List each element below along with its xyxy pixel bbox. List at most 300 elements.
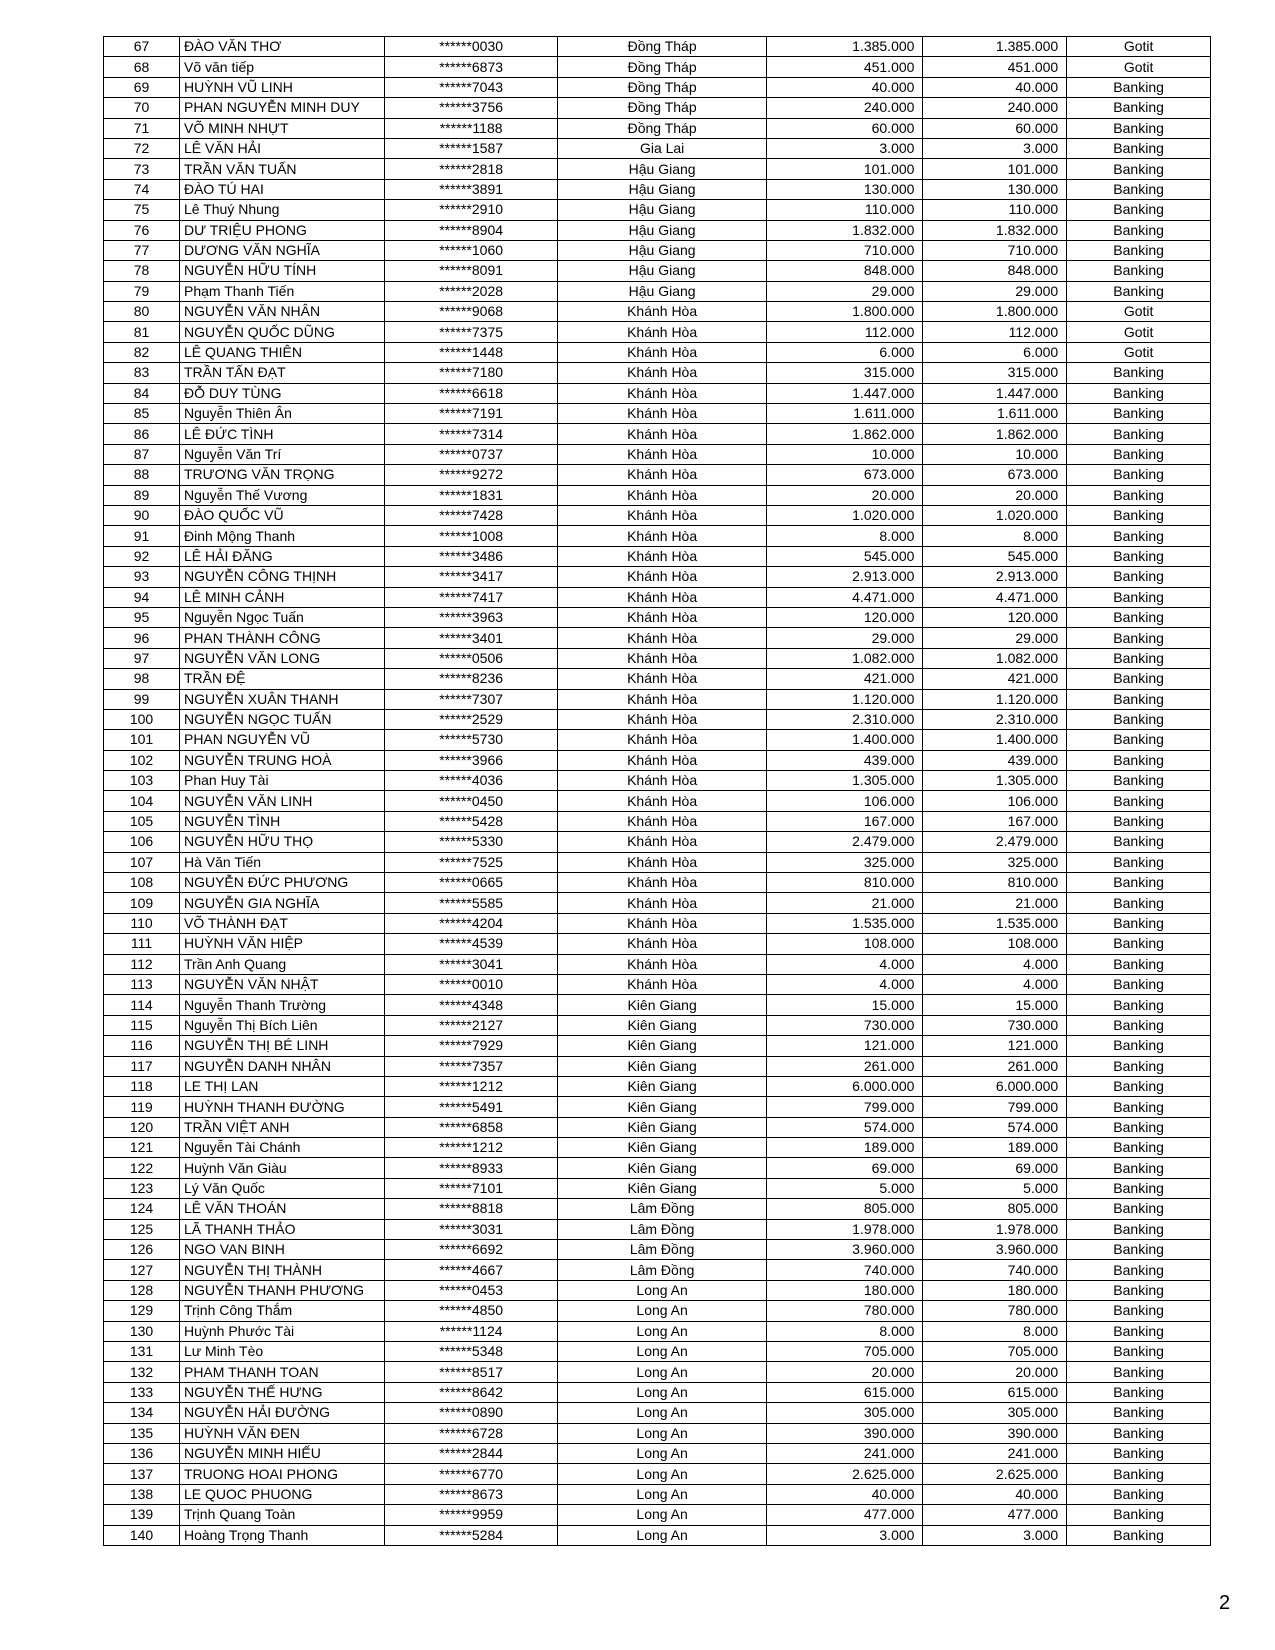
masked-account-cell: ******3041 xyxy=(385,954,558,974)
amount-cell: 451.000 xyxy=(767,57,923,77)
paid-amount-cell: 545.000 xyxy=(923,546,1067,566)
full-name-cell: NGUYỄN THỊ BÉ LINH xyxy=(179,1036,384,1056)
row-index-cell: 88 xyxy=(104,465,180,485)
payment-method-cell: Banking xyxy=(1067,363,1211,383)
paid-amount-cell: 421.000 xyxy=(923,669,1067,689)
paid-amount-cell: 110.000 xyxy=(923,200,1067,220)
province-cell: Khánh Hòa xyxy=(557,404,766,424)
row-index-cell: 81 xyxy=(104,322,180,342)
province-cell: Long An xyxy=(557,1362,766,1382)
amount-cell: 730.000 xyxy=(767,1015,923,1035)
table-row xyxy=(104,1240,1211,1260)
table-row xyxy=(104,648,1211,668)
row-index-cell: 96 xyxy=(104,628,180,648)
paid-amount-cell: 740.000 xyxy=(923,1260,1067,1280)
table-row xyxy=(104,404,1211,424)
paid-amount-cell: 3.000 xyxy=(923,138,1067,158)
province-cell: Đồng Tháp xyxy=(557,98,766,118)
row-index-cell: 114 xyxy=(104,995,180,1015)
masked-account-cell: ******2844 xyxy=(385,1443,558,1463)
paid-amount-cell: 1.305.000 xyxy=(923,771,1067,791)
masked-account-cell: ******5428 xyxy=(385,811,558,831)
amount-cell: 4.000 xyxy=(767,974,923,994)
row-index-cell: 97 xyxy=(104,648,180,668)
amount-cell: 20.000 xyxy=(767,485,923,505)
full-name-cell: DƯƠNG VĂN NGHĨA xyxy=(179,240,384,260)
full-name-cell: LÊ MINH CẢNH xyxy=(179,587,384,607)
province-cell: Khánh Hòa xyxy=(557,444,766,464)
paid-amount-cell: 1.120.000 xyxy=(923,689,1067,709)
row-index-cell: 74 xyxy=(104,179,180,199)
payment-method-cell: Banking xyxy=(1067,1362,1211,1382)
paid-amount-cell: 810.000 xyxy=(923,873,1067,893)
amount-cell: 261.000 xyxy=(767,1056,923,1076)
payment-method-cell: Banking xyxy=(1067,954,1211,974)
masked-account-cell: ******1188 xyxy=(385,118,558,138)
masked-account-cell: ******7191 xyxy=(385,404,558,424)
paid-amount-cell: 108.000 xyxy=(923,934,1067,954)
payment-method-cell: Banking xyxy=(1067,1056,1211,1076)
full-name-cell: ĐỖ DUY TÙNG xyxy=(179,383,384,403)
full-name-cell: PHAM THANH TOAN xyxy=(179,1362,384,1382)
amount-cell: 3.000 xyxy=(767,1525,923,1545)
amount-cell: 1.800.000 xyxy=(767,302,923,322)
paid-amount-cell: 6.000.000 xyxy=(923,1076,1067,1096)
province-cell: Khánh Hòa xyxy=(557,791,766,811)
payment-method-cell: Banking xyxy=(1067,179,1211,199)
full-name-cell: Nguyễn Thế Vương xyxy=(179,485,384,505)
full-name-cell: TRẦN VĂN TUẤN xyxy=(179,159,384,179)
payment-method-cell: Banking xyxy=(1067,1260,1211,1280)
payment-method-cell: Banking xyxy=(1067,261,1211,281)
table-row xyxy=(104,567,1211,587)
full-name-cell: NGUYỄN TÌNH xyxy=(179,811,384,831)
table-row xyxy=(104,546,1211,566)
full-name-cell: NGUYỄN VĂN LONG xyxy=(179,648,384,668)
full-name-cell: ĐÀO TÚ HAI xyxy=(179,179,384,199)
table-row xyxy=(104,934,1211,954)
masked-account-cell: ******2910 xyxy=(385,200,558,220)
amount-cell: 1.120.000 xyxy=(767,689,923,709)
paid-amount-cell: 3.000 xyxy=(923,1525,1067,1545)
payment-method-cell: Gotit xyxy=(1067,57,1211,77)
amount-cell: 315.000 xyxy=(767,363,923,383)
row-index-cell: 119 xyxy=(104,1097,180,1117)
province-cell: Khánh Hòa xyxy=(557,689,766,709)
table-row xyxy=(104,77,1211,97)
masked-account-cell: ******7428 xyxy=(385,505,558,525)
paid-amount-cell: 439.000 xyxy=(923,750,1067,770)
paid-amount-cell: 710.000 xyxy=(923,240,1067,260)
table-row xyxy=(104,322,1211,342)
masked-account-cell: ******0506 xyxy=(385,648,558,668)
paid-amount-cell: 615.000 xyxy=(923,1382,1067,1402)
full-name-cell: VÕ THÀNH ĐẠT xyxy=(179,913,384,933)
full-name-cell: LÃ THANH THẢO xyxy=(179,1219,384,1239)
payment-method-cell: Banking xyxy=(1067,1423,1211,1443)
province-cell: Khánh Hòa xyxy=(557,485,766,505)
table-row xyxy=(104,98,1211,118)
full-name-cell: NGUYỄN CÔNG THỊNH xyxy=(179,567,384,587)
province-cell: Long An xyxy=(557,1484,766,1504)
masked-account-cell: ******3401 xyxy=(385,628,558,648)
page-number: 2 xyxy=(1219,1592,1231,1614)
table-row xyxy=(104,1464,1211,1484)
province-cell: Lâm Đồng xyxy=(557,1219,766,1239)
payment-method-cell: Banking xyxy=(1067,1280,1211,1300)
payment-method-cell: Banking xyxy=(1067,873,1211,893)
row-index-cell: 85 xyxy=(104,404,180,424)
table-row xyxy=(104,342,1211,362)
payment-method-cell: Banking xyxy=(1067,607,1211,627)
payment-method-cell: Gotit xyxy=(1067,322,1211,342)
full-name-cell: NGUYỄN VĂN LINH xyxy=(179,791,384,811)
masked-account-cell: ******4036 xyxy=(385,771,558,791)
payment-method-cell: Banking xyxy=(1067,791,1211,811)
paid-amount-cell: 6.000 xyxy=(923,342,1067,362)
province-cell: Khánh Hòa xyxy=(557,383,766,403)
row-index-cell: 90 xyxy=(104,505,180,525)
row-index-cell: 68 xyxy=(104,57,180,77)
table-row xyxy=(104,505,1211,525)
province-cell: Hậu Giang xyxy=(557,240,766,260)
masked-account-cell: ******8818 xyxy=(385,1199,558,1219)
row-index-cell: 77 xyxy=(104,240,180,260)
province-cell: Khánh Hòa xyxy=(557,465,766,485)
province-cell: Long An xyxy=(557,1505,766,1525)
masked-account-cell: ******1212 xyxy=(385,1138,558,1158)
province-cell: Khánh Hòa xyxy=(557,771,766,791)
row-index-cell: 110 xyxy=(104,913,180,933)
amount-cell: 5.000 xyxy=(767,1178,923,1198)
full-name-cell: NGO VAN BINH xyxy=(179,1240,384,1260)
amount-cell: 110.000 xyxy=(767,200,923,220)
payment-method-cell: Banking xyxy=(1067,281,1211,301)
full-name-cell: Lý Văn Quốc xyxy=(179,1178,384,1198)
full-name-cell: Nguyễn Thanh Trường xyxy=(179,995,384,1015)
province-cell: Long An xyxy=(557,1403,766,1423)
data-table xyxy=(103,36,1211,1546)
amount-cell: 21.000 xyxy=(767,893,923,913)
table-row xyxy=(104,913,1211,933)
payment-method-cell: Banking xyxy=(1067,709,1211,729)
amount-cell: 29.000 xyxy=(767,281,923,301)
table-row xyxy=(104,1076,1211,1096)
masked-account-cell: ******8236 xyxy=(385,669,558,689)
full-name-cell: VÕ MINH NHỰT xyxy=(179,118,384,138)
province-cell: Long An xyxy=(557,1382,766,1402)
paid-amount-cell: 8.000 xyxy=(923,1321,1067,1341)
province-cell: Kiên Giang xyxy=(557,1056,766,1076)
payment-method-cell: Banking xyxy=(1067,1240,1211,1260)
full-name-cell: Phan Huy Tài xyxy=(179,771,384,791)
full-name-cell: Hoàng Trọng Thanh xyxy=(179,1525,384,1545)
full-name-cell: Trịnh Công Thắm xyxy=(179,1301,384,1321)
province-cell: Khánh Hòa xyxy=(557,587,766,607)
amount-cell: 189.000 xyxy=(767,1138,923,1158)
row-index-cell: 89 xyxy=(104,485,180,505)
masked-account-cell: ******1212 xyxy=(385,1076,558,1096)
paid-amount-cell: 1.832.000 xyxy=(923,220,1067,240)
paid-amount-cell: 29.000 xyxy=(923,628,1067,648)
amount-cell: 705.000 xyxy=(767,1342,923,1362)
row-index-cell: 102 xyxy=(104,750,180,770)
full-name-cell: PHAN THÀNH CÔNG xyxy=(179,628,384,648)
table-row xyxy=(104,485,1211,505)
province-cell: Khánh Hòa xyxy=(557,730,766,750)
payment-method-cell: Banking xyxy=(1067,1443,1211,1463)
row-index-cell: 75 xyxy=(104,200,180,220)
payment-method-cell: Banking xyxy=(1067,995,1211,1015)
payment-method-cell: Banking xyxy=(1067,77,1211,97)
amount-cell: 4.000 xyxy=(767,954,923,974)
masked-account-cell: ******7307 xyxy=(385,689,558,709)
payment-method-cell: Banking xyxy=(1067,934,1211,954)
table-row xyxy=(104,1321,1211,1341)
table-row xyxy=(104,424,1211,444)
row-index-cell: 135 xyxy=(104,1423,180,1443)
amount-cell: 106.000 xyxy=(767,791,923,811)
paid-amount-cell: 120.000 xyxy=(923,607,1067,627)
table-row xyxy=(104,1056,1211,1076)
paid-amount-cell: 325.000 xyxy=(923,852,1067,872)
paid-amount-cell: 4.471.000 xyxy=(923,587,1067,607)
masked-account-cell: ******2127 xyxy=(385,1015,558,1035)
row-index-cell: 79 xyxy=(104,281,180,301)
paid-amount-cell: 1.020.000 xyxy=(923,505,1067,525)
amount-cell: 15.000 xyxy=(767,995,923,1015)
masked-account-cell: ******6728 xyxy=(385,1423,558,1443)
paid-amount-cell: 1.400.000 xyxy=(923,730,1067,750)
paid-amount-cell: 106.000 xyxy=(923,791,1067,811)
masked-account-cell: ******6858 xyxy=(385,1117,558,1137)
province-cell: Kiên Giang xyxy=(557,1117,766,1137)
payment-method-cell: Gotit xyxy=(1067,302,1211,322)
full-name-cell: NGUYỄN TRUNG HOÀ xyxy=(179,750,384,770)
masked-account-cell: ******3963 xyxy=(385,607,558,627)
paid-amount-cell: 305.000 xyxy=(923,1403,1067,1423)
full-name-cell: NGUYỄN THỊ THÀNH xyxy=(179,1260,384,1280)
masked-account-cell: ******3417 xyxy=(385,567,558,587)
row-index-cell: 139 xyxy=(104,1505,180,1525)
table-row xyxy=(104,1036,1211,1056)
row-index-cell: 83 xyxy=(104,363,180,383)
full-name-cell: LE QUOC PHUONG xyxy=(179,1484,384,1504)
table-row xyxy=(104,893,1211,913)
masked-account-cell: ******4539 xyxy=(385,934,558,954)
masked-account-cell: ******1831 xyxy=(385,485,558,505)
payment-method-cell: Banking xyxy=(1067,811,1211,831)
row-index-cell: 86 xyxy=(104,424,180,444)
full-name-cell: PHAN NGUYỄN MINH DUY xyxy=(179,98,384,118)
masked-account-cell: ******6692 xyxy=(385,1240,558,1260)
table-row xyxy=(104,118,1211,138)
province-cell: Long An xyxy=(557,1423,766,1443)
payment-method-cell: Banking xyxy=(1067,1301,1211,1321)
masked-account-cell: ******0665 xyxy=(385,873,558,893)
province-cell: Long An xyxy=(557,1301,766,1321)
province-cell: Khánh Hòa xyxy=(557,893,766,913)
row-index-cell: 107 xyxy=(104,852,180,872)
paid-amount-cell: 1.082.000 xyxy=(923,648,1067,668)
table-row xyxy=(104,465,1211,485)
paid-amount-cell: 180.000 xyxy=(923,1280,1067,1300)
amount-cell: 615.000 xyxy=(767,1382,923,1402)
province-cell: Kiên Giang xyxy=(557,1097,766,1117)
full-name-cell: Lê Thuý Nhung xyxy=(179,200,384,220)
payment-method-cell: Banking xyxy=(1067,567,1211,587)
masked-account-cell: ******2529 xyxy=(385,709,558,729)
paid-amount-cell: 1.862.000 xyxy=(923,424,1067,444)
province-cell: Hậu Giang xyxy=(557,281,766,301)
masked-account-cell: ******5585 xyxy=(385,893,558,913)
payment-method-cell: Banking xyxy=(1067,1178,1211,1198)
amount-cell: 1.862.000 xyxy=(767,424,923,444)
masked-account-cell: ******8091 xyxy=(385,261,558,281)
payment-method-cell: Banking xyxy=(1067,1464,1211,1484)
amount-cell: 69.000 xyxy=(767,1158,923,1178)
row-index-cell: 137 xyxy=(104,1464,180,1484)
amount-cell: 40.000 xyxy=(767,77,923,97)
amount-cell: 6.000 xyxy=(767,342,923,362)
amount-cell: 805.000 xyxy=(767,1199,923,1219)
masked-account-cell: ******0450 xyxy=(385,791,558,811)
amount-cell: 20.000 xyxy=(767,1362,923,1382)
row-index-cell: 78 xyxy=(104,261,180,281)
paid-amount-cell: 29.000 xyxy=(923,281,1067,301)
masked-account-cell: ******4204 xyxy=(385,913,558,933)
province-cell: Kiên Giang xyxy=(557,1138,766,1158)
table-row xyxy=(104,628,1211,648)
table-row xyxy=(104,444,1211,464)
paid-amount-cell: 240.000 xyxy=(923,98,1067,118)
province-cell: Long An xyxy=(557,1342,766,1362)
table-row xyxy=(104,220,1211,240)
amount-cell: 848.000 xyxy=(767,261,923,281)
masked-account-cell: ******4667 xyxy=(385,1260,558,1280)
table-row xyxy=(104,1525,1211,1545)
row-index-cell: 101 xyxy=(104,730,180,750)
province-cell: Khánh Hòa xyxy=(557,832,766,852)
table-row xyxy=(104,1138,1211,1158)
row-index-cell: 69 xyxy=(104,77,180,97)
paid-amount-cell: 5.000 xyxy=(923,1178,1067,1198)
row-index-cell: 128 xyxy=(104,1280,180,1300)
full-name-cell: NGUYỄN ĐỨC PHƯƠNG xyxy=(179,873,384,893)
paid-amount-cell: 20.000 xyxy=(923,1362,1067,1382)
table-row xyxy=(104,261,1211,281)
amount-cell: 799.000 xyxy=(767,1097,923,1117)
province-cell: Gia Lai xyxy=(557,138,766,158)
province-cell: Lâm Đồng xyxy=(557,1199,766,1219)
paid-amount-cell: 8.000 xyxy=(923,526,1067,546)
row-index-cell: 109 xyxy=(104,893,180,913)
masked-account-cell: ******4348 xyxy=(385,995,558,1015)
masked-account-cell: ******7929 xyxy=(385,1036,558,1056)
table-row xyxy=(104,1362,1211,1382)
payment-method-cell: Banking xyxy=(1067,220,1211,240)
row-index-cell: 103 xyxy=(104,771,180,791)
amount-cell: 421.000 xyxy=(767,669,923,689)
row-index-cell: 73 xyxy=(104,159,180,179)
full-name-cell: NGUYỄN QUỐC DŨNG xyxy=(179,322,384,342)
amount-cell: 810.000 xyxy=(767,873,923,893)
full-name-cell: Nguyễn Thiên Ân xyxy=(179,404,384,424)
masked-account-cell: ******7043 xyxy=(385,77,558,97)
amount-cell: 1.832.000 xyxy=(767,220,923,240)
paid-amount-cell: 673.000 xyxy=(923,465,1067,485)
full-name-cell: NGUYỄN HỮU TÍNH xyxy=(179,261,384,281)
paid-amount-cell: 730.000 xyxy=(923,1015,1067,1035)
province-cell: Hậu Giang xyxy=(557,179,766,199)
paid-amount-cell: 2.625.000 xyxy=(923,1464,1067,1484)
row-index-cell: 134 xyxy=(104,1403,180,1423)
full-name-cell: Đinh Mộng Thanh xyxy=(179,526,384,546)
masked-account-cell: ******0030 xyxy=(385,37,558,57)
row-index-cell: 80 xyxy=(104,302,180,322)
full-name-cell: LÊ QUANG THIÊN xyxy=(179,342,384,362)
payment-method-cell: Banking xyxy=(1067,485,1211,505)
amount-cell: 439.000 xyxy=(767,750,923,770)
row-index-cell: 100 xyxy=(104,709,180,729)
province-cell: Khánh Hòa xyxy=(557,913,766,933)
amount-cell: 780.000 xyxy=(767,1301,923,1321)
paid-amount-cell: 2.479.000 xyxy=(923,832,1067,852)
row-index-cell: 140 xyxy=(104,1525,180,1545)
amount-cell: 390.000 xyxy=(767,1423,923,1443)
paid-amount-cell: 1.800.000 xyxy=(923,302,1067,322)
payment-method-cell: Banking xyxy=(1067,465,1211,485)
payment-method-cell: Banking xyxy=(1067,730,1211,750)
province-cell: Long An xyxy=(557,1443,766,1463)
payment-method-cell: Banking xyxy=(1067,913,1211,933)
row-index-cell: 129 xyxy=(104,1301,180,1321)
row-index-cell: 115 xyxy=(104,1015,180,1035)
full-name-cell: Nguyễn Ngọc Tuấn xyxy=(179,607,384,627)
table-row xyxy=(104,1117,1211,1137)
province-cell: Khánh Hòa xyxy=(557,750,766,770)
full-name-cell: TRƯƠNG VĂN TRỌNG xyxy=(179,465,384,485)
table-body xyxy=(104,37,1211,1546)
table-row xyxy=(104,974,1211,994)
table-row xyxy=(104,1382,1211,1402)
masked-account-cell: ******3756 xyxy=(385,98,558,118)
province-cell: Khánh Hòa xyxy=(557,546,766,566)
province-cell: Khánh Hòa xyxy=(557,852,766,872)
province-cell: Kiên Giang xyxy=(557,1158,766,1178)
masked-account-cell: ******3966 xyxy=(385,750,558,770)
payment-method-cell: Banking xyxy=(1067,689,1211,709)
paid-amount-cell: 40.000 xyxy=(923,1484,1067,1504)
payment-method-cell: Banking xyxy=(1067,1505,1211,1525)
full-name-cell: Hà Văn Tiến xyxy=(179,852,384,872)
table-row xyxy=(104,159,1211,179)
paid-amount-cell: 451.000 xyxy=(923,57,1067,77)
payment-method-cell: Banking xyxy=(1067,628,1211,648)
row-index-cell: 76 xyxy=(104,220,180,240)
province-cell: Đồng Tháp xyxy=(557,57,766,77)
province-cell: Hậu Giang xyxy=(557,159,766,179)
province-cell: Khánh Hòa xyxy=(557,709,766,729)
paid-amount-cell: 121.000 xyxy=(923,1036,1067,1056)
row-index-cell: 131 xyxy=(104,1342,180,1362)
full-name-cell: HUỲNH THANH ĐƯỜNG xyxy=(179,1097,384,1117)
table-row xyxy=(104,689,1211,709)
paid-amount-cell: 4.000 xyxy=(923,954,1067,974)
full-name-cell: NGUYỄN NGỌC TUẤN xyxy=(179,709,384,729)
province-cell: Hậu Giang xyxy=(557,200,766,220)
full-name-cell: LE THỊ LAN xyxy=(179,1076,384,1096)
